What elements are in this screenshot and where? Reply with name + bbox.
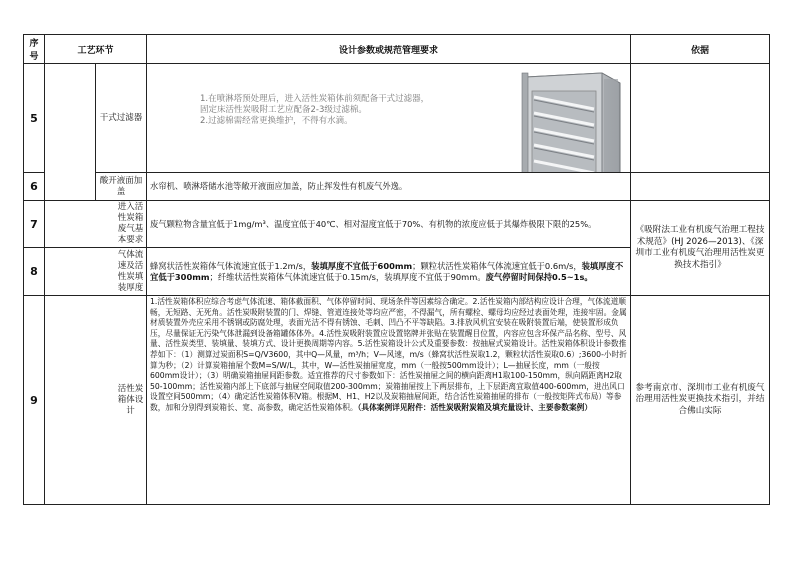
table-row bbox=[24, 296, 770, 505]
table-header-row bbox=[24, 35, 770, 64]
requirement-part: 蜂窝状活性炭箱体气体流速宜低于1.2m/s， bbox=[150, 260, 312, 271]
basis-text: 参考南京市、深圳市工业有机废气治理用活性炭更换技术指引，并结合佛山实际 bbox=[631, 296, 770, 505]
requirement-part: ；颗粒状活性炭箱体气体流速宜低于0.6m/s， bbox=[412, 260, 582, 271]
process-name: 进入活性炭箱废气基本要求 bbox=[45, 201, 147, 248]
requirement-text bbox=[147, 248, 631, 296]
col-header-basis: 依据 bbox=[631, 35, 770, 64]
process-name: 干式过滤器 bbox=[96, 64, 147, 173]
process-name: 气体流速及活性炭填装厚度 bbox=[45, 248, 147, 296]
requirement-part: ；纤维状活性炭箱体气体流速宜低于0.15m/s，装填厚度不宜低于90mm。 bbox=[209, 271, 486, 282]
requirement-part-bold: 装填厚度不宜低于600mm bbox=[311, 260, 413, 271]
table-row bbox=[24, 173, 770, 201]
row-no: 9 bbox=[24, 296, 45, 505]
requirement-cell bbox=[147, 64, 631, 173]
process-name: 酸开液面加盖 bbox=[96, 173, 147, 201]
requirement-part: 1.活性炭箱体积应综合考虑气体流速、箱体截面积、气体停留时间、现场条件等因素综合确定。2.活性炭箱内部结构应设计合理，气体流道顺畅，无短路、无死角。活性炭吸附装置的门、焊缝、管道连接处等均应严密，不得漏气，所有螺栓、螺母均应经过表面处理，连接牢固。金属材质装置外壳应采用不锈钢或防腐处理，表面光洁不得有锈蚀、毛刺、凹凸不平等缺陷。3.排放风机宜安装在吸附装置后端，使装置形成负压，尽量保证无污染气体泄漏到设备箱罐体体外。4.活性炭吸附装置应设置铭牌并张贴在装置醒目位置，内容应包含环保产品名称、型号、风量、活性炭类型、装填量、装填方式、设计更换周期等内容。5.活性炭箱设计公式及重要参数：按抽屉式炭箱设计。活性炭箱体积设计参数推荐如下：（1）测算过炭面积S=Q/V3600，其中Q—风量，m³/h；V—风速，m/s（蜂窝状活性炭取1.2，颗粒状活性炭取0.6）;3600-小时折算为秒；（2）计算炭箱抽屉个数M=S/W/L，其中，W—活性炭抽屉宽度，mm（一般按500mm设计）；L—抽屉长度，mm（一般按600mm设计）；（3）明确炭箱抽屉间距参数。适宜推荐的尺寸参数如下：活性炭抽屉之间的横向距离H1取100-150mm，纵向隔距离H2取50-100mm；活性炭箱内部上下底部与抽屉空间取值200-300mm；炭箱抽屉按上下两层排布，上下层距离宜取值400-600mm，进出风口设置空间500mm；（4）确定活性炭箱体积V箱。根据M、H1、H2以及炭箱抽屉间距，结合活性炭箱抽屉的排布（一般按矩阵式布局）等参数，加和分别得到炭箱长、宽、高参数，确定活性炭箱体积。 bbox=[150, 297, 627, 412]
basis-cell bbox=[631, 64, 770, 173]
process-group-cell bbox=[45, 64, 96, 201]
requirement-part-bold: 废气停留时间保持0.5~1s。 bbox=[485, 271, 593, 282]
design-spec-table bbox=[23, 34, 770, 505]
requirement-line: 2.过滤棉需经常更换维护，不得有水滴。 bbox=[200, 115, 353, 126]
requirement-text: 废气颗粒物含量宜低于1mg/m³、温度宜低于40℃、相对湿度宜低于70%、有机物的浓度应低于其爆炸极限下限的25%。 bbox=[147, 201, 631, 248]
col-header-requirements: 设计参数或规范管理要求 bbox=[147, 35, 631, 64]
basis-text: 《吸附法工业有机废气治理工程技术规范》(HJ 2026—2013)、《深圳市工业有机废气治理用活性炭更换技术指引》 bbox=[631, 201, 770, 296]
requirement-line: 1.在喷淋塔预处理后，进入活性炭箱体前须配备干式过滤器， bbox=[200, 93, 430, 104]
col-header-process: 工艺环节 bbox=[45, 35, 147, 64]
col-header-no: 序号 bbox=[24, 35, 45, 64]
basis-cell bbox=[631, 173, 770, 201]
requirement-part-bold: 装填厚度不宜低于300mm bbox=[150, 260, 624, 282]
requirement-part-bold: （具体案例详见附件：活性炭吸附炭箱及填充量设计、主要参数案例） bbox=[357, 402, 593, 412]
table-row bbox=[24, 64, 770, 173]
requirement-text bbox=[200, 94, 500, 127]
activated-carbon-filter-box-photo-icon bbox=[520, 69, 625, 173]
row-no: 6 bbox=[24, 173, 45, 201]
requirement-text: 水帘机、喷淋塔储水池等敞开液面应加盖，防止挥发性有机废气外逸。 bbox=[147, 173, 631, 201]
table-row bbox=[24, 201, 770, 248]
process-name: 活性炭箱体设计 bbox=[45, 296, 147, 505]
row-no: 7 bbox=[24, 201, 45, 248]
row-no: 5 bbox=[24, 64, 45, 173]
requirement-text bbox=[147, 296, 631, 505]
row-no: 8 bbox=[24, 248, 45, 296]
requirement-line: 固定床活性炭吸附工艺应配备2-3级过滤棉。 bbox=[200, 104, 367, 115]
